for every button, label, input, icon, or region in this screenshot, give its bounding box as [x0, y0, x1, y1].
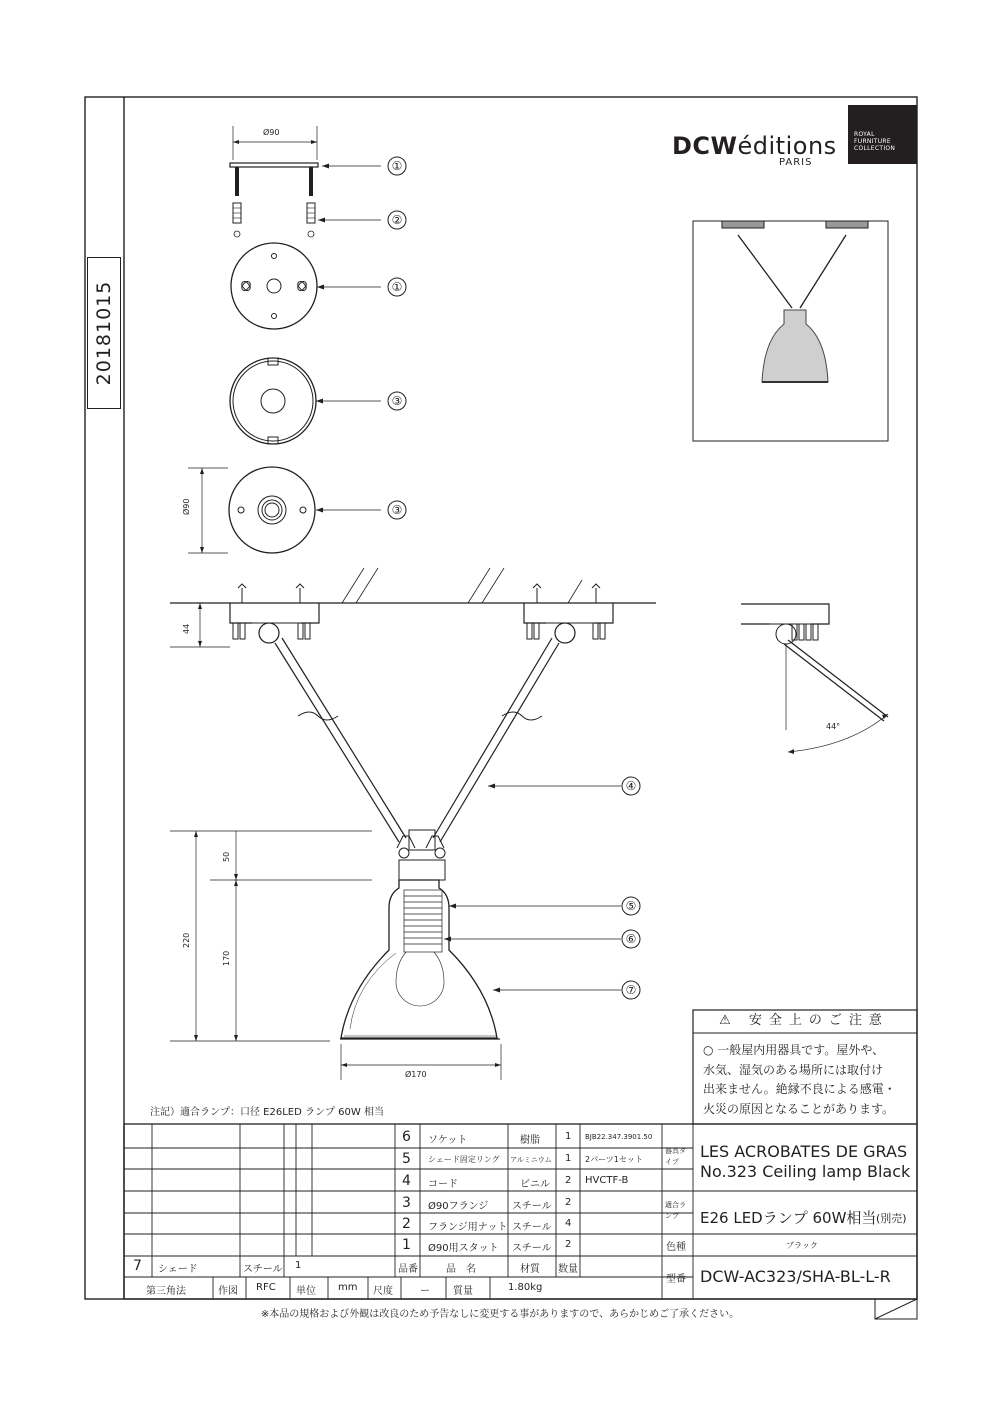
part-material: ビニル — [520, 1179, 550, 1190]
part-no: 1 — [402, 1237, 411, 1253]
drawn-by: RFC — [256, 1282, 276, 1293]
dim-angle: 44° — [826, 722, 841, 731]
lamp-label: 適合ランプ — [665, 1201, 686, 1220]
ceiling-hatch — [342, 568, 582, 603]
stud-plate — [230, 163, 318, 167]
studs — [237, 167, 311, 196]
part-material: スチール — [243, 1264, 283, 1275]
part-material: アルミニウム — [510, 1156, 552, 1164]
stud-plate-plan — [231, 243, 317, 329]
part-remark: HVCTF-B — [585, 1175, 629, 1186]
part-qty: 2 — [565, 1239, 572, 1250]
callout-label: ⑥ — [625, 932, 637, 946]
part-remark: BJB22.347.3901.50 — [585, 1133, 653, 1141]
part-no: 3 — [402, 1195, 411, 1211]
caution-title: ⚠ 安全上のご注意 — [719, 1013, 889, 1028]
part-name: シェード — [158, 1264, 198, 1275]
header-no: 品番 — [398, 1264, 418, 1275]
model-label: 型番 — [666, 1274, 686, 1285]
part-qty: 1 — [295, 1260, 302, 1271]
dim-shade-dia: Ø170 — [405, 1070, 427, 1079]
part-name: Ø90用スタット — [428, 1243, 499, 1254]
callout-label: ① — [391, 159, 403, 173]
product-photo — [722, 221, 868, 382]
model-number: DCW-AC323/SHA-BL-L-R — [700, 1267, 891, 1286]
brand-city: PARIS — [779, 157, 813, 168]
royal-badge — [848, 105, 917, 164]
type-line2: No.323 Ceiling lamp Black — [700, 1162, 911, 1181]
lamp-main: E26 LEDランプ 60W相当 — [700, 1209, 877, 1227]
dim-top-width: Ø90 — [263, 128, 280, 137]
left-flange — [230, 584, 319, 643]
callout-circles — [388, 157, 640, 999]
dim-shade-height: 170 — [222, 950, 231, 966]
part-no: 7 — [133, 1258, 142, 1274]
callout-label: ① — [391, 280, 403, 294]
callout-label: ④ — [625, 779, 637, 793]
part-qty: 2 — [565, 1197, 572, 1208]
part-name: ソケット — [428, 1135, 468, 1146]
part-no: 5 — [402, 1151, 411, 1167]
date-code: 20181015 — [93, 280, 115, 386]
caution-line: 出来ません。絶縁不良による感電・ — [703, 1082, 896, 1096]
callout-label: ② — [391, 213, 403, 227]
part-name: シェード固定リング — [428, 1155, 500, 1164]
part-material: 樹脂 — [520, 1135, 540, 1146]
dim-total-height: 220 — [182, 932, 191, 948]
header-material: 材質 — [520, 1264, 540, 1275]
dim-flange-dia: Ø90 — [182, 498, 191, 515]
weight: 1.80kg — [508, 1282, 543, 1293]
unit: mm — [338, 1282, 358, 1293]
right-flange — [524, 584, 613, 643]
lamp-note: 注記）適合ランプ：口径 E26LED ランプ 60W 相当 — [150, 1107, 384, 1118]
drawn-label: 作図 — [218, 1286, 238, 1297]
badge-line: FURNITURE — [854, 138, 891, 145]
scale: ー — [420, 1286, 430, 1297]
brand-logo — [672, 132, 837, 160]
part-qty: 4 — [565, 1218, 572, 1229]
callout-label: ③ — [391, 503, 403, 517]
color-value: ブラック — [786, 1241, 818, 1250]
brand-name-light: éditions — [737, 132, 837, 160]
caution-line: 火災の原因となることがあります。 — [703, 1101, 895, 1116]
height-dimensions — [170, 831, 372, 1041]
side-view — [741, 604, 888, 754]
callout-label: ③ — [391, 394, 403, 408]
part-qty: 2 — [565, 1175, 572, 1186]
part-no: 4 — [402, 1173, 411, 1189]
shade-cap — [397, 830, 445, 880]
caution-line: ○ 一般屋内用器具です。屋外や、 — [703, 1043, 885, 1057]
flange-nuts — [233, 203, 315, 237]
flange-front-plan — [229, 467, 315, 553]
part-qty: 1 — [565, 1153, 572, 1164]
weight-label: 質量 — [453, 1286, 473, 1297]
part-material: スチール — [512, 1243, 552, 1254]
projection: 第三角法 — [146, 1286, 186, 1297]
cords — [275, 638, 559, 842]
part-no: 6 — [402, 1129, 411, 1145]
part-name: フランジ用ナット — [428, 1222, 508, 1233]
part-name: Ø90フランジ — [428, 1201, 489, 1212]
color-label: 色種 — [666, 1242, 686, 1253]
dim-flange-height: 44 — [182, 623, 191, 634]
scale-label: 尺度 — [373, 1286, 393, 1297]
badge-line: ROYAL — [854, 131, 875, 138]
bulb — [396, 952, 444, 1006]
caution-line: 水気、湿気のある場所には取付け — [703, 1062, 884, 1077]
callout-label: ⑤ — [625, 899, 637, 913]
unit-label: 単位 — [296, 1286, 316, 1297]
part-material: スチール — [512, 1201, 552, 1212]
footer-note: ※本品の規格および外観は改良のため予告なしに変更する事がありますので、あらかじめご了承ください。 — [260, 1309, 740, 1320]
header-name: 品 名 — [446, 1264, 476, 1275]
dim-upper-height: 50 — [222, 851, 231, 862]
part-name: コード — [428, 1179, 458, 1190]
caution-body — [703, 1041, 913, 1119]
lamp-sub: (別売) — [876, 1212, 907, 1225]
flange-back-plan — [230, 358, 316, 444]
part-no: 2 — [402, 1216, 411, 1232]
part-remark: 2パーツ1セット — [585, 1155, 643, 1164]
part-qty: 1 — [565, 1131, 572, 1142]
type-label: 器具タイプ — [665, 1147, 686, 1166]
header-qty: 数量 — [558, 1264, 578, 1275]
lamp-shade — [340, 880, 500, 1039]
callout-label: ⑦ — [625, 983, 637, 997]
socket — [404, 890, 442, 952]
badge-line: COLLECTION — [854, 145, 896, 152]
part-material: スチール — [512, 1222, 552, 1233]
brand-name-bold: DCW — [672, 132, 738, 160]
type-line1: LES ACROBATES DE GRAS — [700, 1142, 908, 1161]
